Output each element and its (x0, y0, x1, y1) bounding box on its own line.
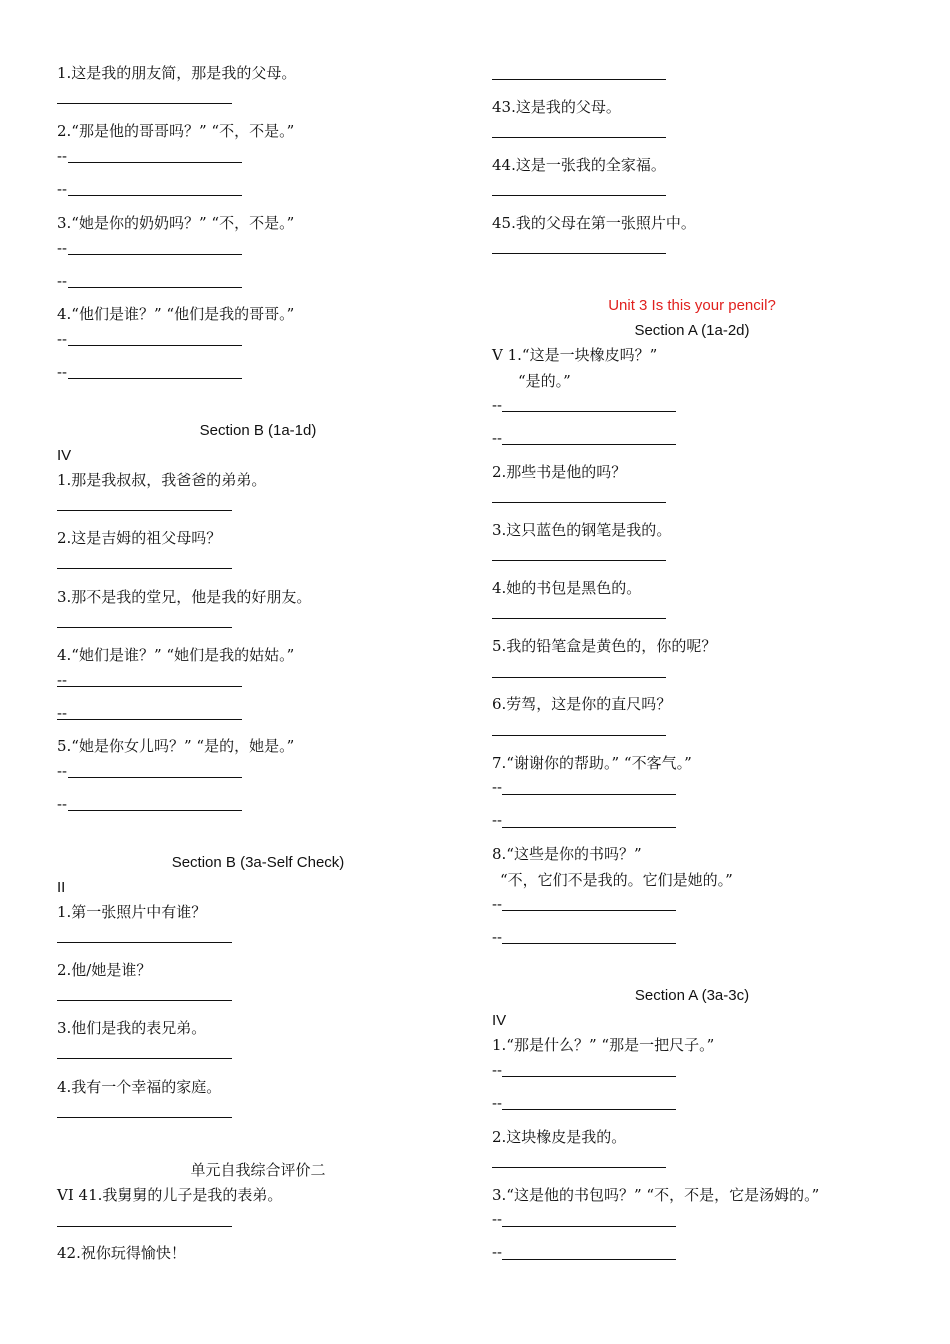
answer-line[interactable] (68, 378, 242, 379)
answer-line[interactable] (57, 568, 232, 569)
answer-line[interactable] (68, 810, 242, 811)
question-a3-3: 3.“这是他的书包吗？” “不，不是，它是汤姆的。” (492, 1186, 820, 1204)
section-roman: II (57, 879, 66, 896)
question-a1-1-reply: “是的。” (518, 372, 571, 390)
answer-line[interactable] (492, 137, 666, 138)
dialogue-dash: -- (492, 1062, 502, 1079)
answer-line[interactable] (502, 1109, 676, 1110)
answer-line[interactable] (502, 411, 676, 412)
answer-line[interactable] (68, 162, 242, 163)
section-title-b3: Section B (3a-Self Check) (171, 854, 345, 871)
dialogue-dash: -- (492, 1211, 502, 1228)
answer-line[interactable] (68, 345, 242, 346)
question-44: 44.这是一张我的全家福。 (492, 156, 666, 174)
evaluation-title: 单元自我综合评价二 (190, 1161, 326, 1179)
answer-line[interactable] (492, 618, 666, 619)
question-b3-2: 2.他/她是谁？ (57, 961, 152, 979)
answer-line[interactable] (502, 444, 676, 445)
question-b3-1: 1.第一张照片中有谁？ (57, 903, 207, 921)
question-a1-1: V 1.“这是一块橡皮吗？” (492, 346, 658, 364)
question-a1-6: 6.劳驾，这是你的直尺吗？ (492, 695, 672, 713)
answer-line[interactable] (57, 1226, 232, 1227)
answer-line[interactable] (68, 195, 242, 196)
answer-line[interactable] (57, 719, 242, 720)
dialogue-dash: -- (57, 181, 67, 198)
question-b1-4: 4.“她们是谁？” “她们是我的姑姑。” (57, 646, 295, 664)
answer-line[interactable] (492, 79, 666, 80)
dialogue-dash: -- (492, 397, 502, 414)
answer-line[interactable] (57, 627, 232, 628)
question-3: 3.“她是你的奶奶吗？” “不，不是。” (57, 214, 295, 232)
dialogue-dash: -- (57, 705, 67, 722)
answer-line[interactable] (68, 287, 242, 288)
answer-line[interactable] (502, 827, 676, 828)
answer-line[interactable] (68, 777, 242, 778)
dialogue-dash: -- (492, 929, 502, 946)
answer-line[interactable] (57, 942, 232, 943)
dialogue-dash: -- (57, 240, 67, 257)
question-b3-3: 3.他们是我的表兄弟。 (57, 1019, 207, 1037)
section-title-a3: Section A (3a-3c) (634, 987, 750, 1004)
dialogue-dash: -- (57, 331, 67, 348)
answer-line[interactable] (492, 1167, 666, 1168)
question-a1-7: 7.“谢谢你的帮助。” “不客气。” (492, 754, 692, 772)
dialogue-dash: -- (57, 364, 67, 381)
dialogue-dash: -- (492, 430, 502, 447)
answer-line[interactable] (492, 253, 666, 254)
question-2: 2.“那是他的哥哥吗？” “不，不是。” (57, 122, 295, 140)
dialogue-dash: -- (492, 1095, 502, 1112)
answer-line[interactable] (502, 910, 676, 911)
dialogue-dash: -- (492, 812, 502, 829)
dialogue-dash: -- (57, 796, 67, 813)
question-42: 42.祝你玩得愉快！ (57, 1244, 186, 1262)
question-a1-5: 5.我的铅笔盒是黄色的，你的呢？ (492, 637, 717, 655)
question-41: VI 41.我舅舅的儿子是我的表弟。 (57, 1186, 283, 1204)
question-b1-3: 3.那不是我的堂兄，他是我的好朋友。 (57, 588, 312, 606)
question-b3-4: 4.我有一个幸福的家庭。 (57, 1078, 222, 1096)
question-a3-1: 1.“那是什么？” “那是一把尺子。” (492, 1036, 715, 1054)
question-43: 43.这是我的父母。 (492, 98, 621, 116)
section-title-b1: Section B (1a-1d) (199, 422, 317, 439)
answer-line[interactable] (492, 677, 666, 678)
question-a1-8: 8.“这些是你的书吗？” (492, 845, 642, 863)
dialogue-dash: -- (492, 896, 502, 913)
answer-line[interactable] (57, 1117, 232, 1118)
dialogue-dash: -- (57, 763, 67, 780)
answer-line[interactable] (492, 735, 666, 736)
section-roman: IV (492, 1012, 507, 1029)
answer-line[interactable] (57, 1000, 232, 1001)
answer-line[interactable] (502, 1259, 676, 1260)
dialogue-dash: -- (57, 672, 67, 689)
section-roman: IV (57, 447, 72, 464)
question-4: 4.“他们是谁？” “他们是我的哥哥。” (57, 305, 295, 323)
question-b1-1: 1.那是我叔叔，我爸爸的弟弟。 (57, 471, 267, 489)
answer-line[interactable] (502, 1076, 676, 1077)
dialogue-dash: -- (492, 1244, 502, 1261)
answer-line[interactable] (502, 1226, 676, 1227)
question-45: 45.我的父母在第一张照片中。 (492, 214, 696, 232)
question-a1-4: 4.她的书包是黑色的。 (492, 579, 642, 597)
question-a1-2: 2.那些书是他的吗？ (492, 463, 627, 481)
question-a1-3: 3.这只蓝色的钢笔是我的。 (492, 521, 672, 539)
question-1: 1.这是我的朋友简，那是我的父母。 (57, 64, 297, 82)
answer-line[interactable] (57, 510, 232, 511)
answer-line[interactable] (57, 103, 232, 104)
answer-line[interactable] (502, 794, 676, 795)
answer-line[interactable] (492, 502, 666, 503)
dialogue-dash: -- (492, 779, 502, 796)
question-b1-2: 2.这是吉姆的祖父母吗？ (57, 529, 222, 547)
unit-title: Unit 3 Is this your pencil? (608, 297, 776, 314)
answer-line[interactable] (502, 943, 676, 944)
question-b1-5: 5.“她是你女儿吗？” “是的，她是。” (57, 737, 295, 755)
answer-line[interactable] (68, 254, 242, 255)
dialogue-dash: -- (57, 273, 67, 290)
answer-line[interactable] (57, 686, 242, 687)
section-title-a1: Section A (1a-2d) (634, 322, 750, 339)
answer-line[interactable] (492, 195, 666, 196)
question-a1-8-reply: “不，它们不是我的。它们是她的。” (500, 871, 733, 889)
dialogue-dash: -- (57, 148, 67, 165)
answer-line[interactable] (492, 560, 666, 561)
question-a3-2: 2.这块橡皮是我的。 (492, 1128, 627, 1146)
answer-line[interactable] (57, 1058, 232, 1059)
